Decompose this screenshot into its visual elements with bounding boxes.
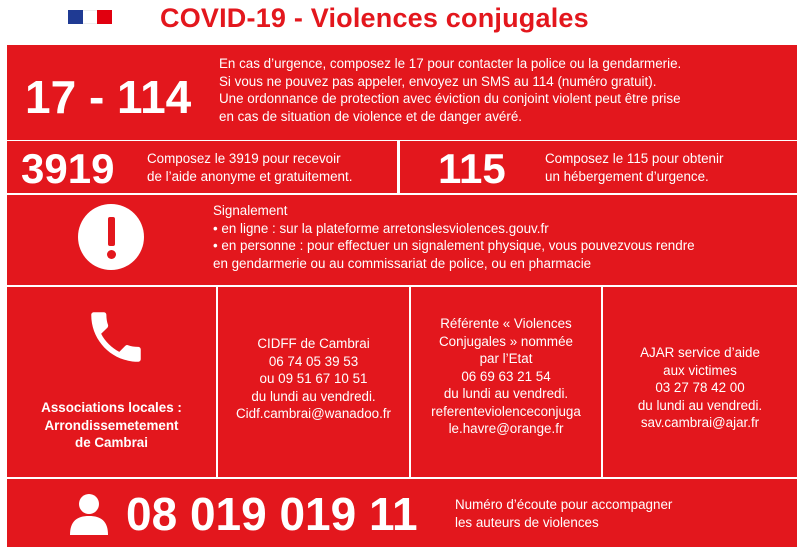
ajar-line: AJAR service d’aide — [640, 345, 760, 360]
referente-panel — [411, 287, 601, 477]
emergency-line: Une ordonnance de protection avec éviction du conjoint violent peut être prise — [219, 91, 681, 106]
line-115-line: un hébergement d’urgence. — [545, 168, 709, 184]
line-3919-number: 3919 — [21, 145, 115, 192]
line-115-number: 115 — [438, 145, 506, 192]
referente-line: du lundi au vendredi. — [443, 386, 569, 401]
emergency-line: en cas de situation de violence et de danger avéré. — [219, 108, 522, 124]
signalement-line: en gendarmerie ou au commissariat de police, ou en pharmacie — [213, 255, 592, 271]
ecoute-panel — [7, 479, 797, 547]
cidff-line: du lundi au vendredi. — [251, 388, 376, 404]
ajar-line: du lundi au vendredi. — [637, 397, 763, 413]
referente-line: Conjugales » nommée — [439, 333, 573, 349]
signalement-panel — [7, 195, 797, 285]
emergency-number: 17 - 114 — [25, 71, 192, 123]
emergency-panel — [7, 45, 797, 140]
cidff-line: 06 74 05 39 53 — [268, 353, 359, 369]
referente-email: referenteviolenceconjuga — [431, 403, 581, 419]
header — [0, 0, 805, 38]
associations-text — [11, 399, 212, 452]
cidff-email: Cidf.cambrai@wanadoo.fr — [235, 406, 391, 421]
signalement-line: • en ligne : sur la plateforme arretonslesviolences.gouv.fr — [213, 220, 549, 236]
ecoute-line: les auteurs de violences — [455, 514, 599, 530]
referente-line: 06 69 63 21 54 — [461, 368, 551, 384]
line-3919-panel — [7, 141, 397, 193]
cidff-line: ou 09 51 67 10 51 — [259, 371, 368, 386]
associations-panel — [7, 287, 216, 477]
referente-text — [415, 315, 597, 438]
cidff-panel — [218, 287, 409, 477]
line-3919-line: Composez le 3919 pour recevoir — [147, 151, 341, 166]
signalement-text — [213, 202, 793, 272]
ecoute-number: 08 019 019 11 — [126, 488, 418, 540]
cidff-line: CIDFF de Cambrai — [257, 336, 370, 351]
signalement-heading: Signalement — [213, 203, 288, 218]
referente-line: Référente « Violences — [440, 316, 572, 331]
emergency-line: Si vous ne pouvez pas appeler, envoyez un SMS au 114 (numéro gratuit). — [219, 73, 657, 89]
associations-line: Arrondissemetement — [44, 417, 179, 433]
phone-icon — [83, 304, 149, 370]
ecoute-line: Numéro d’écoute pour accompagner — [455, 497, 673, 512]
referente-line: par l’Etat — [479, 351, 533, 366]
cidff-text — [222, 335, 405, 423]
line-115-line: Composez le 115 pour obtenir — [545, 151, 724, 166]
associations-line: Associations locales : — [41, 400, 182, 415]
line-115-panel — [400, 141, 797, 193]
page-title: COVID-19 - Violences conjugales — [160, 3, 589, 33]
warning-icon — [78, 204, 144, 270]
line-115-text — [545, 150, 795, 185]
ajar-panel — [603, 287, 797, 477]
associations-line: de Cambrai — [75, 435, 148, 450]
line-3919-text — [147, 150, 397, 185]
ajar-line: aux victimes — [663, 362, 737, 378]
ecoute-text — [455, 496, 785, 531]
ajar-email: sav.cambrai@ajar.fr — [640, 415, 760, 430]
signalement-line: • en personne : pour effectuer un signalement physique, vous pouvezvous rendre — [213, 238, 695, 253]
ajar-text — [607, 344, 793, 432]
emergency-line: En cas d’urgence, composez le 17 pour contacter la police ou la gendarmerie. — [219, 56, 682, 71]
referente-email: le.havre@orange.fr — [448, 421, 564, 436]
french-flag-icon — [68, 10, 112, 24]
ajar-line: 03 27 78 42 00 — [655, 380, 745, 395]
emergency-text — [219, 55, 789, 125]
person-icon — [67, 493, 111, 535]
line-3919-line: de l’aide anonyme et gratuitement. — [147, 168, 353, 184]
